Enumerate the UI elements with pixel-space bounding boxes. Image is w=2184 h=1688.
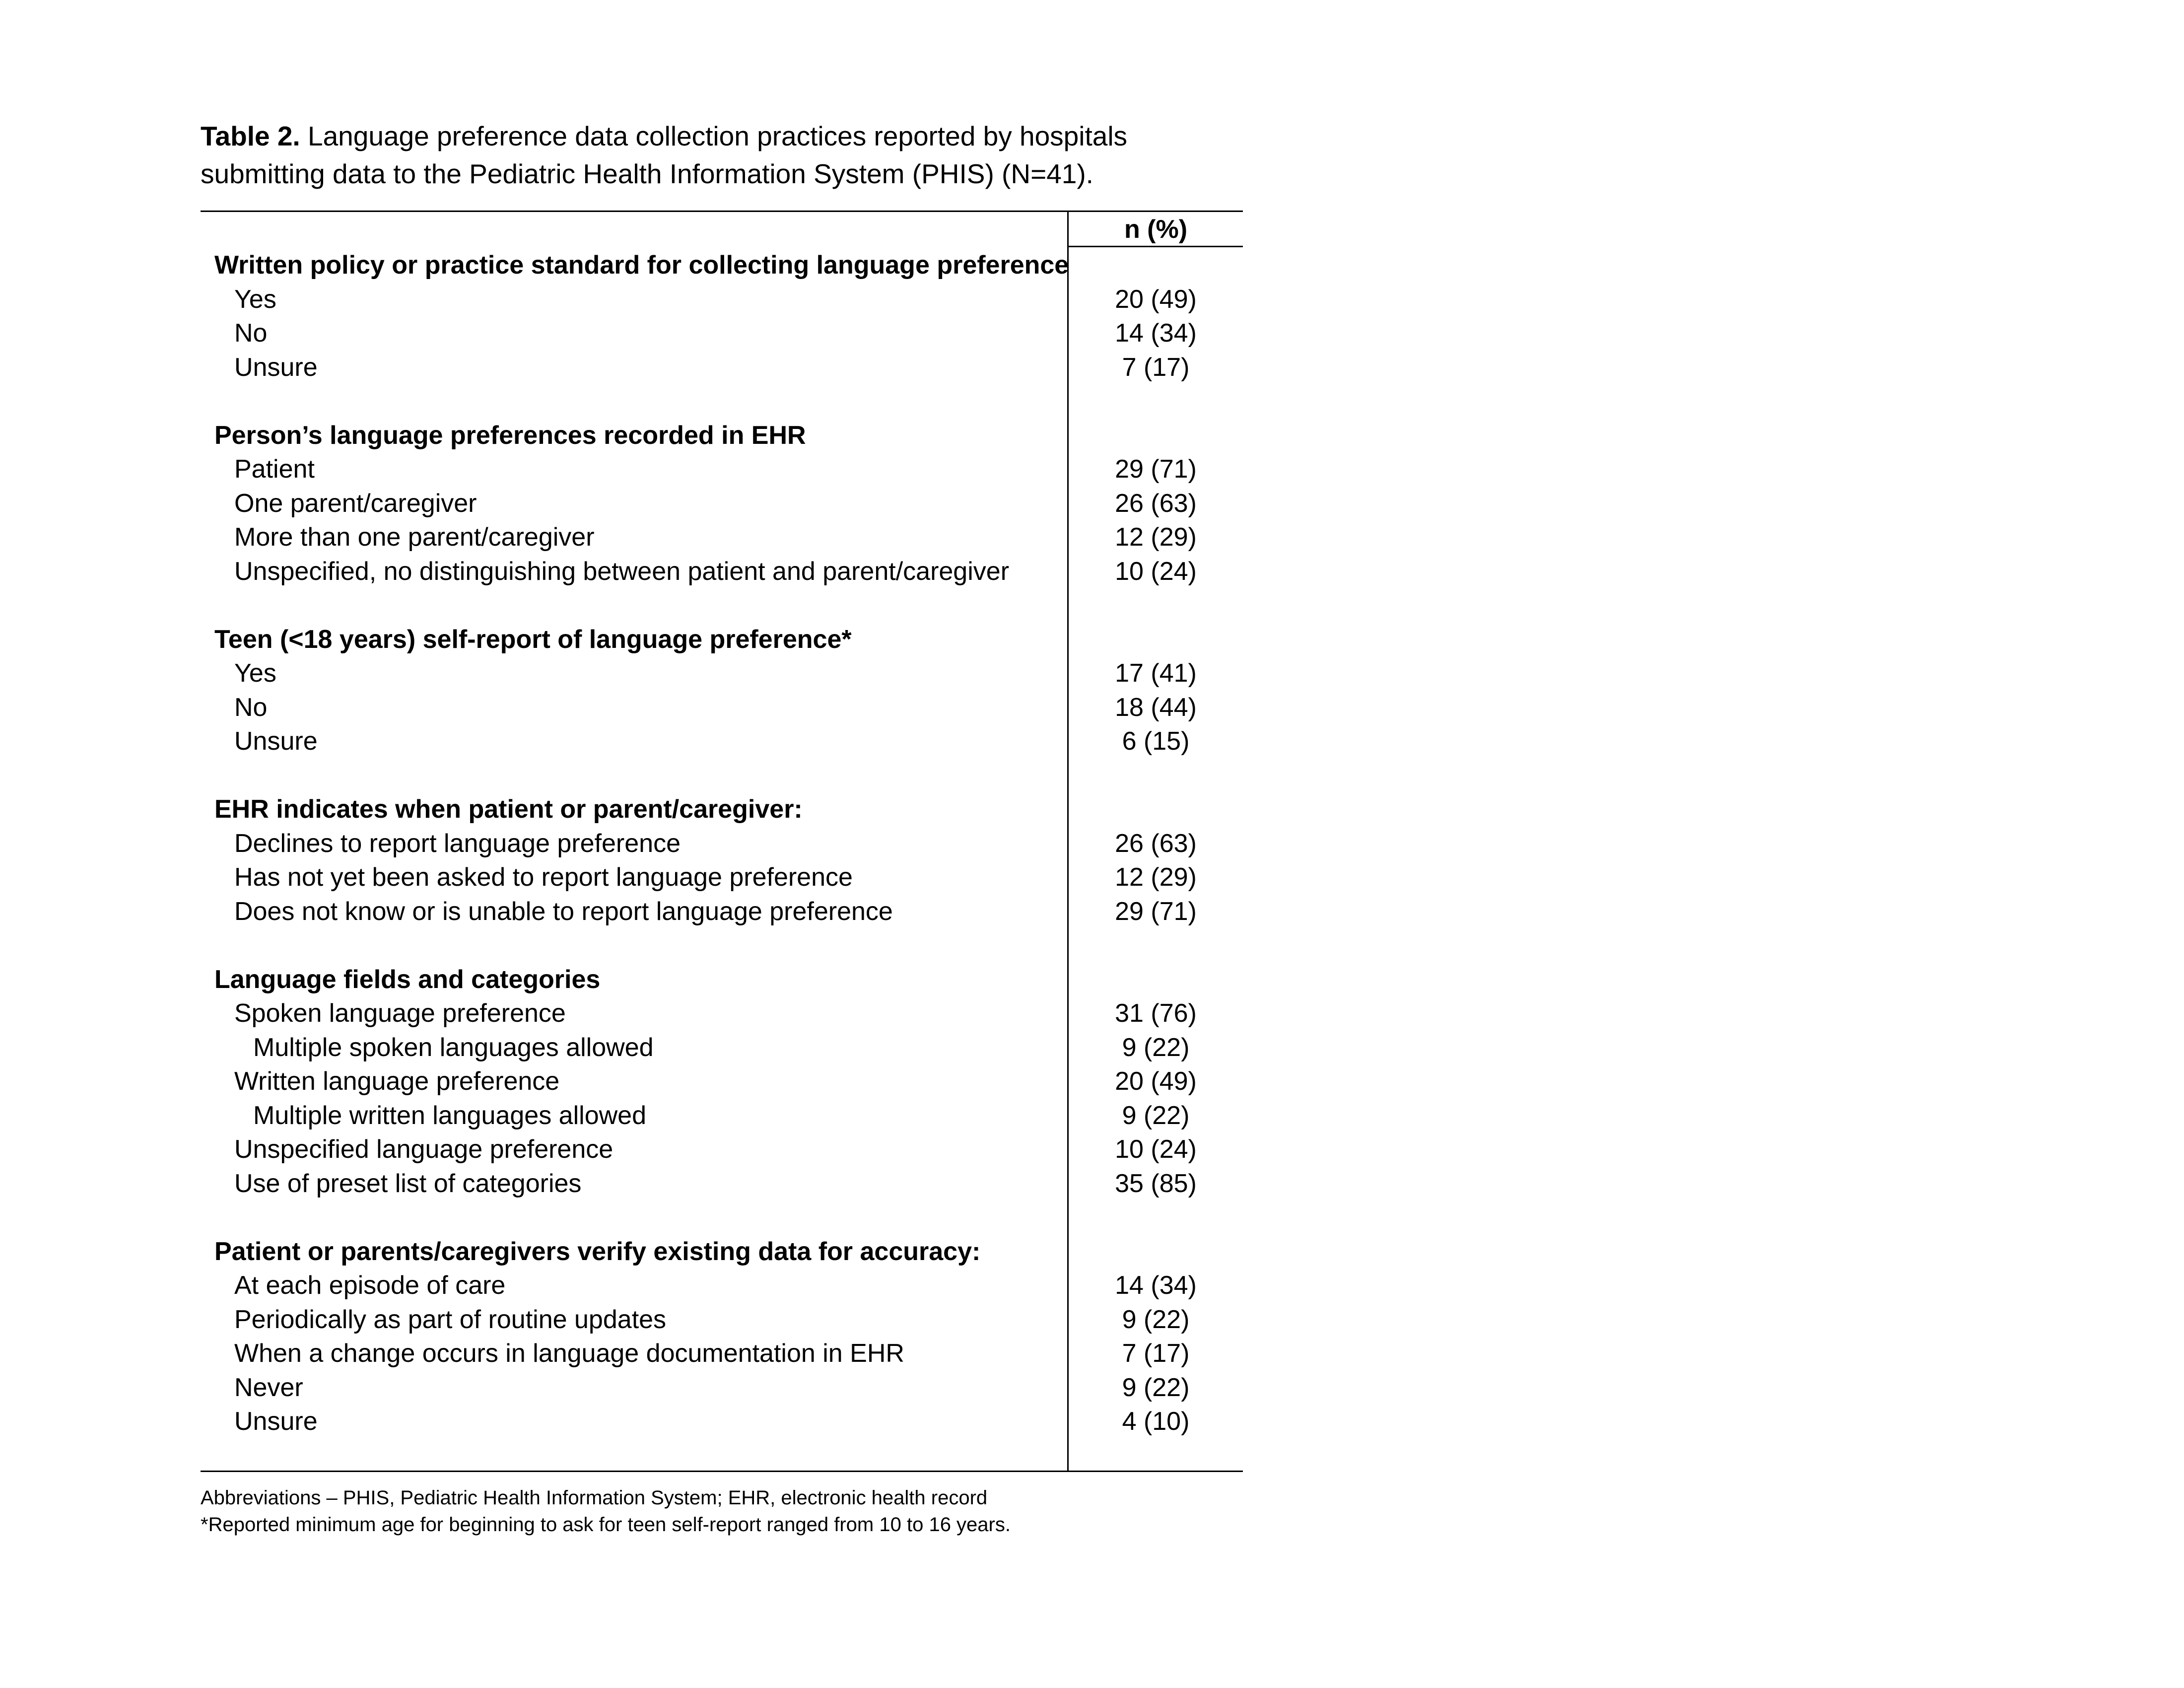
table-row: [201, 1405, 1243, 1439]
table-top-rule: [201, 211, 1243, 212]
table-row: [201, 1371, 1243, 1405]
section-heading: Teen (<18 years) self-report of language preference*: [214, 625, 852, 654]
table-row: [201, 1167, 1243, 1201]
table-body: [201, 248, 1243, 1439]
row-label: Never: [234, 1373, 303, 1402]
age-footnote: *Reported minimum age for beginning to ask for teen self-report ranged from 10 to 16 years.: [201, 1514, 1011, 1536]
table-row: [201, 1268, 1243, 1303]
table-row: [201, 656, 1243, 691]
table-row: [201, 1099, 1243, 1133]
column-header-n-percent: n (%): [1124, 215, 1188, 244]
section-heading-row: [201, 419, 1243, 453]
table-bottom-rule: [201, 1471, 1243, 1472]
table-row: [201, 452, 1243, 487]
table-row: [201, 1336, 1243, 1371]
row-value: 9 (22): [1122, 1373, 1190, 1402]
table-row: [201, 1064, 1243, 1099]
table-row: [201, 1031, 1243, 1065]
row-label: Unsure: [234, 352, 318, 382]
data-table: [201, 211, 1243, 1472]
row-value: 4 (10): [1122, 1407, 1190, 1436]
row-value: 31 (76): [1115, 999, 1197, 1028]
section-heading-row: [201, 963, 1243, 997]
table-row: [201, 827, 1243, 861]
row-label: Yes: [234, 659, 276, 688]
section-spacer: [201, 384, 1243, 419]
table-row: [201, 520, 1243, 555]
row-value: 20 (49): [1115, 284, 1197, 314]
row-label: Unsure: [234, 1407, 318, 1436]
section-spacer: [201, 759, 1243, 793]
column-header-rule: [1067, 246, 1243, 247]
row-label: One parent/caregiver: [234, 489, 477, 518]
table-caption-line2: submitting data to the Pediatric Health Information System (PHIS) (N=41).: [201, 158, 1093, 189]
row-value: 14 (34): [1115, 319, 1197, 348]
table-footnotes: [201, 1484, 1392, 1538]
table-row: [201, 724, 1243, 759]
row-label: No: [234, 319, 268, 348]
section-heading: Person’s language preferences recorded in EHR: [214, 421, 806, 450]
row-label: Unsure: [234, 727, 318, 756]
table-caption-text: Language preference data collection practices reported by hospitals: [300, 121, 1128, 151]
table-row: [201, 860, 1243, 895]
section-heading: EHR indicates when patient or parent/caregiver:: [214, 795, 803, 824]
row-label: Periodically as part of routine updates: [234, 1305, 667, 1334]
table-row: [201, 996, 1243, 1031]
row-value: 29 (71): [1115, 897, 1197, 926]
section-heading-row: [201, 248, 1243, 282]
abbreviations-note: Abbreviations – PHIS, Pediatric Health Information System; EHR, electronic health record: [201, 1487, 988, 1509]
row-label: Has not yet been asked to report language preference: [234, 863, 853, 892]
section-spacer: [201, 588, 1243, 623]
row-label: Declines to report language preference: [234, 829, 681, 858]
row-value: 29 (71): [1115, 455, 1197, 484]
table-row: [201, 691, 1243, 725]
row-label: Spoken language preference: [234, 999, 566, 1028]
table-row: [201, 351, 1243, 385]
table-row: [201, 555, 1243, 589]
table-caption-lead: Table 2.: [201, 121, 300, 151]
row-value: 9 (22): [1122, 1101, 1190, 1130]
row-value: 35 (85): [1115, 1169, 1197, 1198]
row-label: Unspecified language preference: [234, 1135, 614, 1164]
row-value: 17 (41): [1115, 659, 1197, 688]
row-value: 26 (63): [1115, 489, 1197, 518]
section-spacer: [201, 928, 1243, 963]
section-heading: Patient or parents/caregivers verify existing data for accuracy:: [214, 1237, 981, 1266]
section-heading: Language fields and categories: [214, 965, 601, 994]
row-value: 6 (15): [1122, 727, 1190, 756]
section-heading-row: [201, 792, 1243, 827]
row-value: 10 (24): [1115, 557, 1197, 586]
row-label: More than one parent/caregiver: [234, 523, 595, 552]
table-row: [201, 1303, 1243, 1337]
row-value: 10 (24): [1115, 1135, 1197, 1164]
table-row: [201, 487, 1243, 521]
row-label: No: [234, 693, 268, 722]
row-label: Does not know or is unable to report language preference: [234, 897, 893, 926]
table-row: [201, 282, 1243, 317]
row-value: 12 (29): [1115, 523, 1197, 552]
row-label: When a change occurs in language documentation in EHR: [234, 1339, 904, 1368]
row-value: 9 (22): [1122, 1305, 1190, 1334]
row-label: Patient: [234, 455, 315, 484]
row-label: Multiple written languages allowed: [253, 1101, 647, 1130]
row-value: 26 (63): [1115, 829, 1197, 858]
section-heading-row: [201, 1235, 1243, 1269]
row-label: Written language preference: [234, 1067, 560, 1096]
table-row: [201, 316, 1243, 351]
row-label: Use of preset list of categories: [234, 1169, 582, 1198]
row-value: 9 (22): [1122, 1033, 1190, 1062]
section-heading: Written policy or practice standard for collecting language preference: [214, 251, 1069, 280]
row-label: Multiple spoken languages allowed: [253, 1033, 654, 1062]
row-value: 7 (17): [1122, 1339, 1190, 1368]
row-value: 20 (49): [1115, 1067, 1197, 1096]
table-caption: [201, 117, 1293, 193]
section-heading-row: [201, 623, 1243, 657]
section-spacer: [201, 1200, 1243, 1235]
row-value: 14 (34): [1115, 1271, 1197, 1300]
row-label: Yes: [234, 284, 276, 314]
row-label: At each episode of care: [234, 1271, 506, 1300]
table-row: [201, 895, 1243, 929]
row-label: Unspecified, no distinguishing between patient and parent/caregiver: [234, 557, 1010, 586]
row-value: 18 (44): [1115, 693, 1197, 722]
row-value: 7 (17): [1122, 352, 1190, 382]
table-row: [201, 1132, 1243, 1167]
row-value: 12 (29): [1115, 863, 1197, 892]
